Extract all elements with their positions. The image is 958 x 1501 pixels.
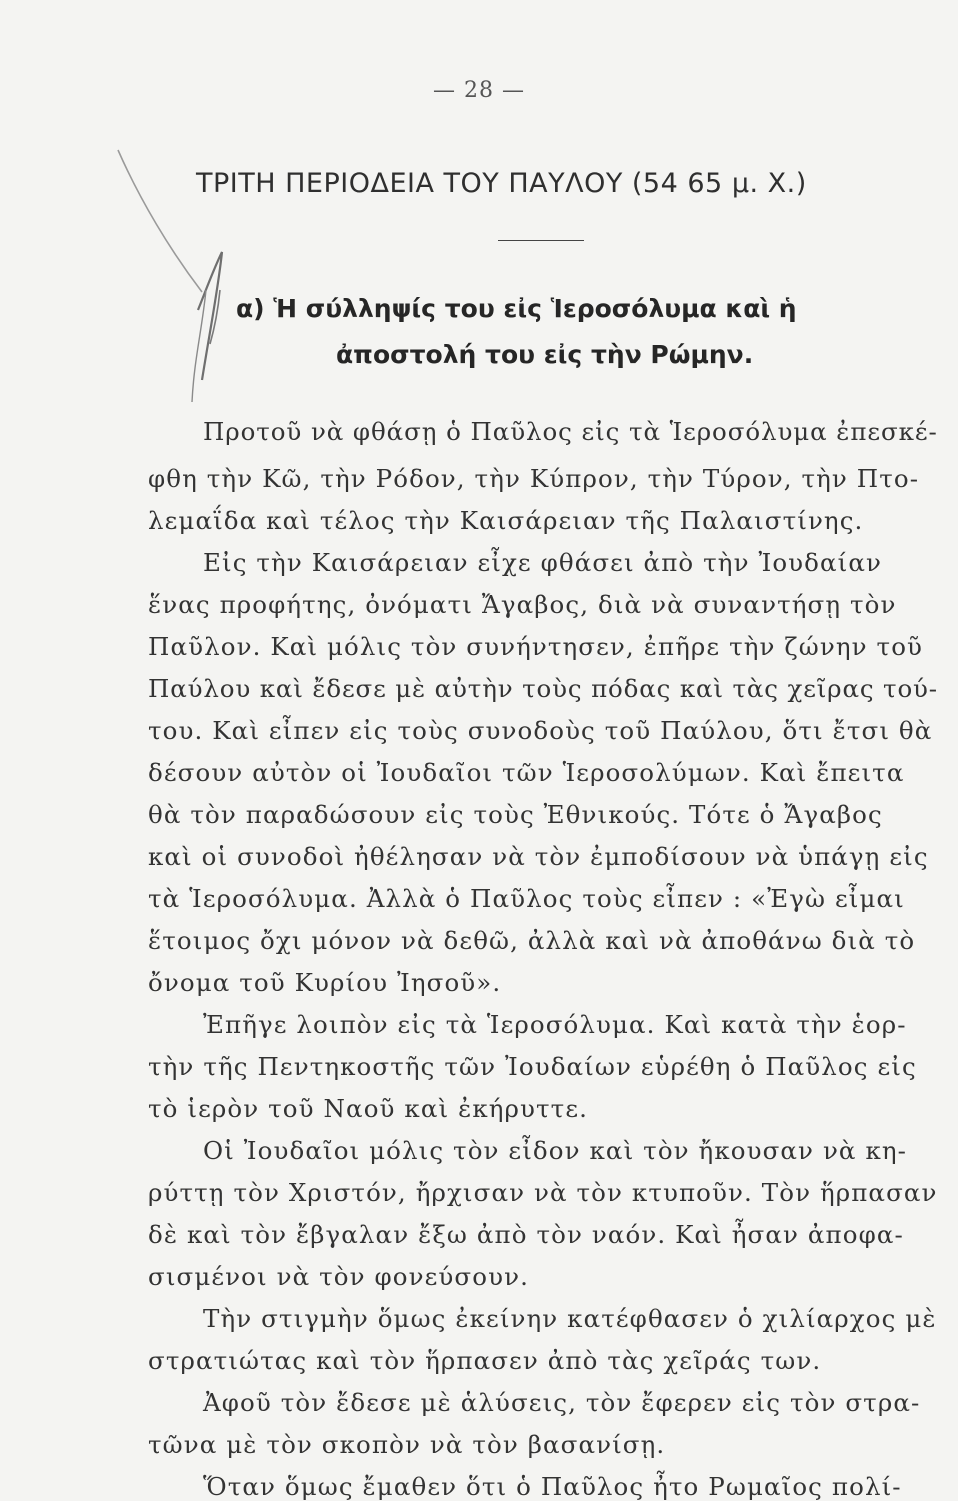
section-heading-line-1: α) Ἡ σύλληψίς του εἰς Ἱεροσόλυμα καὶ ἡ [236, 294, 797, 323]
body-line-16: τὴν τῆς Πεντηκοστῆς τῶν Ἰουδαίων εὑρέθη ὁ Παῦλος εἰς [148, 1052, 917, 1081]
body-line-10: θὰ τὸν παραδώσουν εἰς τοὺς Ἐθνικούς. Τότε ὁ Ἄγαβος [148, 800, 883, 829]
page-number: — 28 — [433, 78, 525, 103]
body-line-14: ὄνομα τοῦ Κυρίου Ἰησοῦ». [148, 968, 502, 997]
chapter-title: ΤΡΙΤΗ ΠΕΡΙΟΔΕΙΑ ΤΟΥ ΠΑΥΛΟΥ (54 65 μ. Χ.) [196, 168, 807, 199]
section-heading-line-2: ἀποστολή του εἰς τὴν Ρώμην. [336, 340, 754, 369]
body-line-26: Ὅταν ὅμως ἔμαθεν ὅτι ὁ Παῦλος ἦτο Ρωμαῖος πολί- [203, 1472, 902, 1501]
body-line-17: τὸ ἱερὸν τοῦ Ναοῦ καὶ ἐκήρυττε. [148, 1094, 589, 1123]
body-line-13: ἕτοιμος ὄχι μόνον νὰ δεθῶ, ἀλλὰ καὶ νὰ ἀποθάνω διὰ τὸ [148, 926, 916, 955]
body-line-3: λεμαΐδα καὶ τέλος τὴν Καισάρειαν τῆς Παλαιστίνης. [148, 506, 864, 535]
body-line-21: σισμένοι νὰ τὸν φονεύσουν. [148, 1262, 529, 1291]
body-line-22: Τὴν στιγμὴν ὅμως ἐκείνην κατέφθασεν ὁ χιλίαρχος μὲ [203, 1304, 937, 1333]
body-line-7: Παύλου καὶ ἔδεσε μὲ αὐτὴν τοὺς πόδας καὶ τὰς χεῖρας τού- [148, 674, 938, 703]
body-line-24: Ἀφοῦ τὸν ἔδεσε μὲ ἁλύσεις, τὸν ἔφερεν εἰς τὸν στρα- [203, 1388, 921, 1417]
body-line-8: του. Καὶ εἶπεν εἰς τοὺς συνοδοὺς τοῦ Παύλου, ὅτι ἔτσι θὰ [148, 716, 933, 745]
body-line-9: δέσουν αὐτὸν οἱ Ἰουδαῖοι τῶν Ἱεροσολύμων. Καὶ ἔπειτα [148, 758, 905, 787]
body-line-18: Οἱ Ἰουδαῖοι μόλις τὸν εἶδον καὶ τὸν ἤκουσαν νὰ κη- [203, 1136, 908, 1165]
body-line-1: Προτοῦ νὰ φθάσῃ ὁ Παῦλος εἰς τὰ Ἱεροσόλυμα ἐπεσκέ- [203, 417, 938, 446]
title-divider [498, 240, 584, 241]
body-line-15: Ἐπῆγε λοιπὸν εἰς τὰ Ἱεροσόλυμα. Καὶ κατὰ τὴν ἑορ- [203, 1010, 907, 1039]
body-line-19: ρύττῃ τὸν Χριστόν, ἤρχισαν νὰ τὸν κτυποῦν. Τὸν ἥρπασαν [148, 1178, 938, 1207]
body-line-5: ἕνας προφήτης, ὀνόματι Ἄγαβος, διὰ νὰ συναντήσῃ τὸν [148, 590, 897, 619]
body-line-25: τῶνα μὲ τὸν σκοπὸν νὰ τὸν βασανίσῃ. [148, 1430, 666, 1459]
body-line-12: τὰ Ἱεροσόλυμα. Ἀλλὰ ὁ Παῦλος τοὺς εἶπεν : «Ἐγὼ εἶμαι [148, 884, 905, 913]
body-line-6: Παῦλον. Καὶ μόλις τὸν συνήντησεν, ἐπῆρε τὴν ζώνην τοῦ [148, 632, 924, 661]
body-line-23: στρατιώτας καὶ τὸν ἥρπασεν ἀπὸ τὰς χεῖράς των. [148, 1346, 822, 1375]
body-line-2: φθη τὴν Κῶ, τὴν Ρόδον, τὴν Κύπρον, τὴν Τύρον, τὴν Πτο- [148, 464, 920, 493]
body-line-4: Εἰς τὴν Καισάρειαν εἶχε φθάσει ἀπὸ τὴν Ἰουδαίαν [203, 548, 882, 577]
body-line-20: δὲ καὶ τὸν ἔβγαλαν ἔξω ἀπὸ τὸν ναόν. Καὶ ἦσαν ἀποφα- [148, 1220, 904, 1249]
body-line-11: καὶ οἱ συνοδοὶ ἠθέλησαν νὰ τὸν ἐμποδίσουν νὰ ὑπάγῃ εἰς [148, 842, 929, 871]
